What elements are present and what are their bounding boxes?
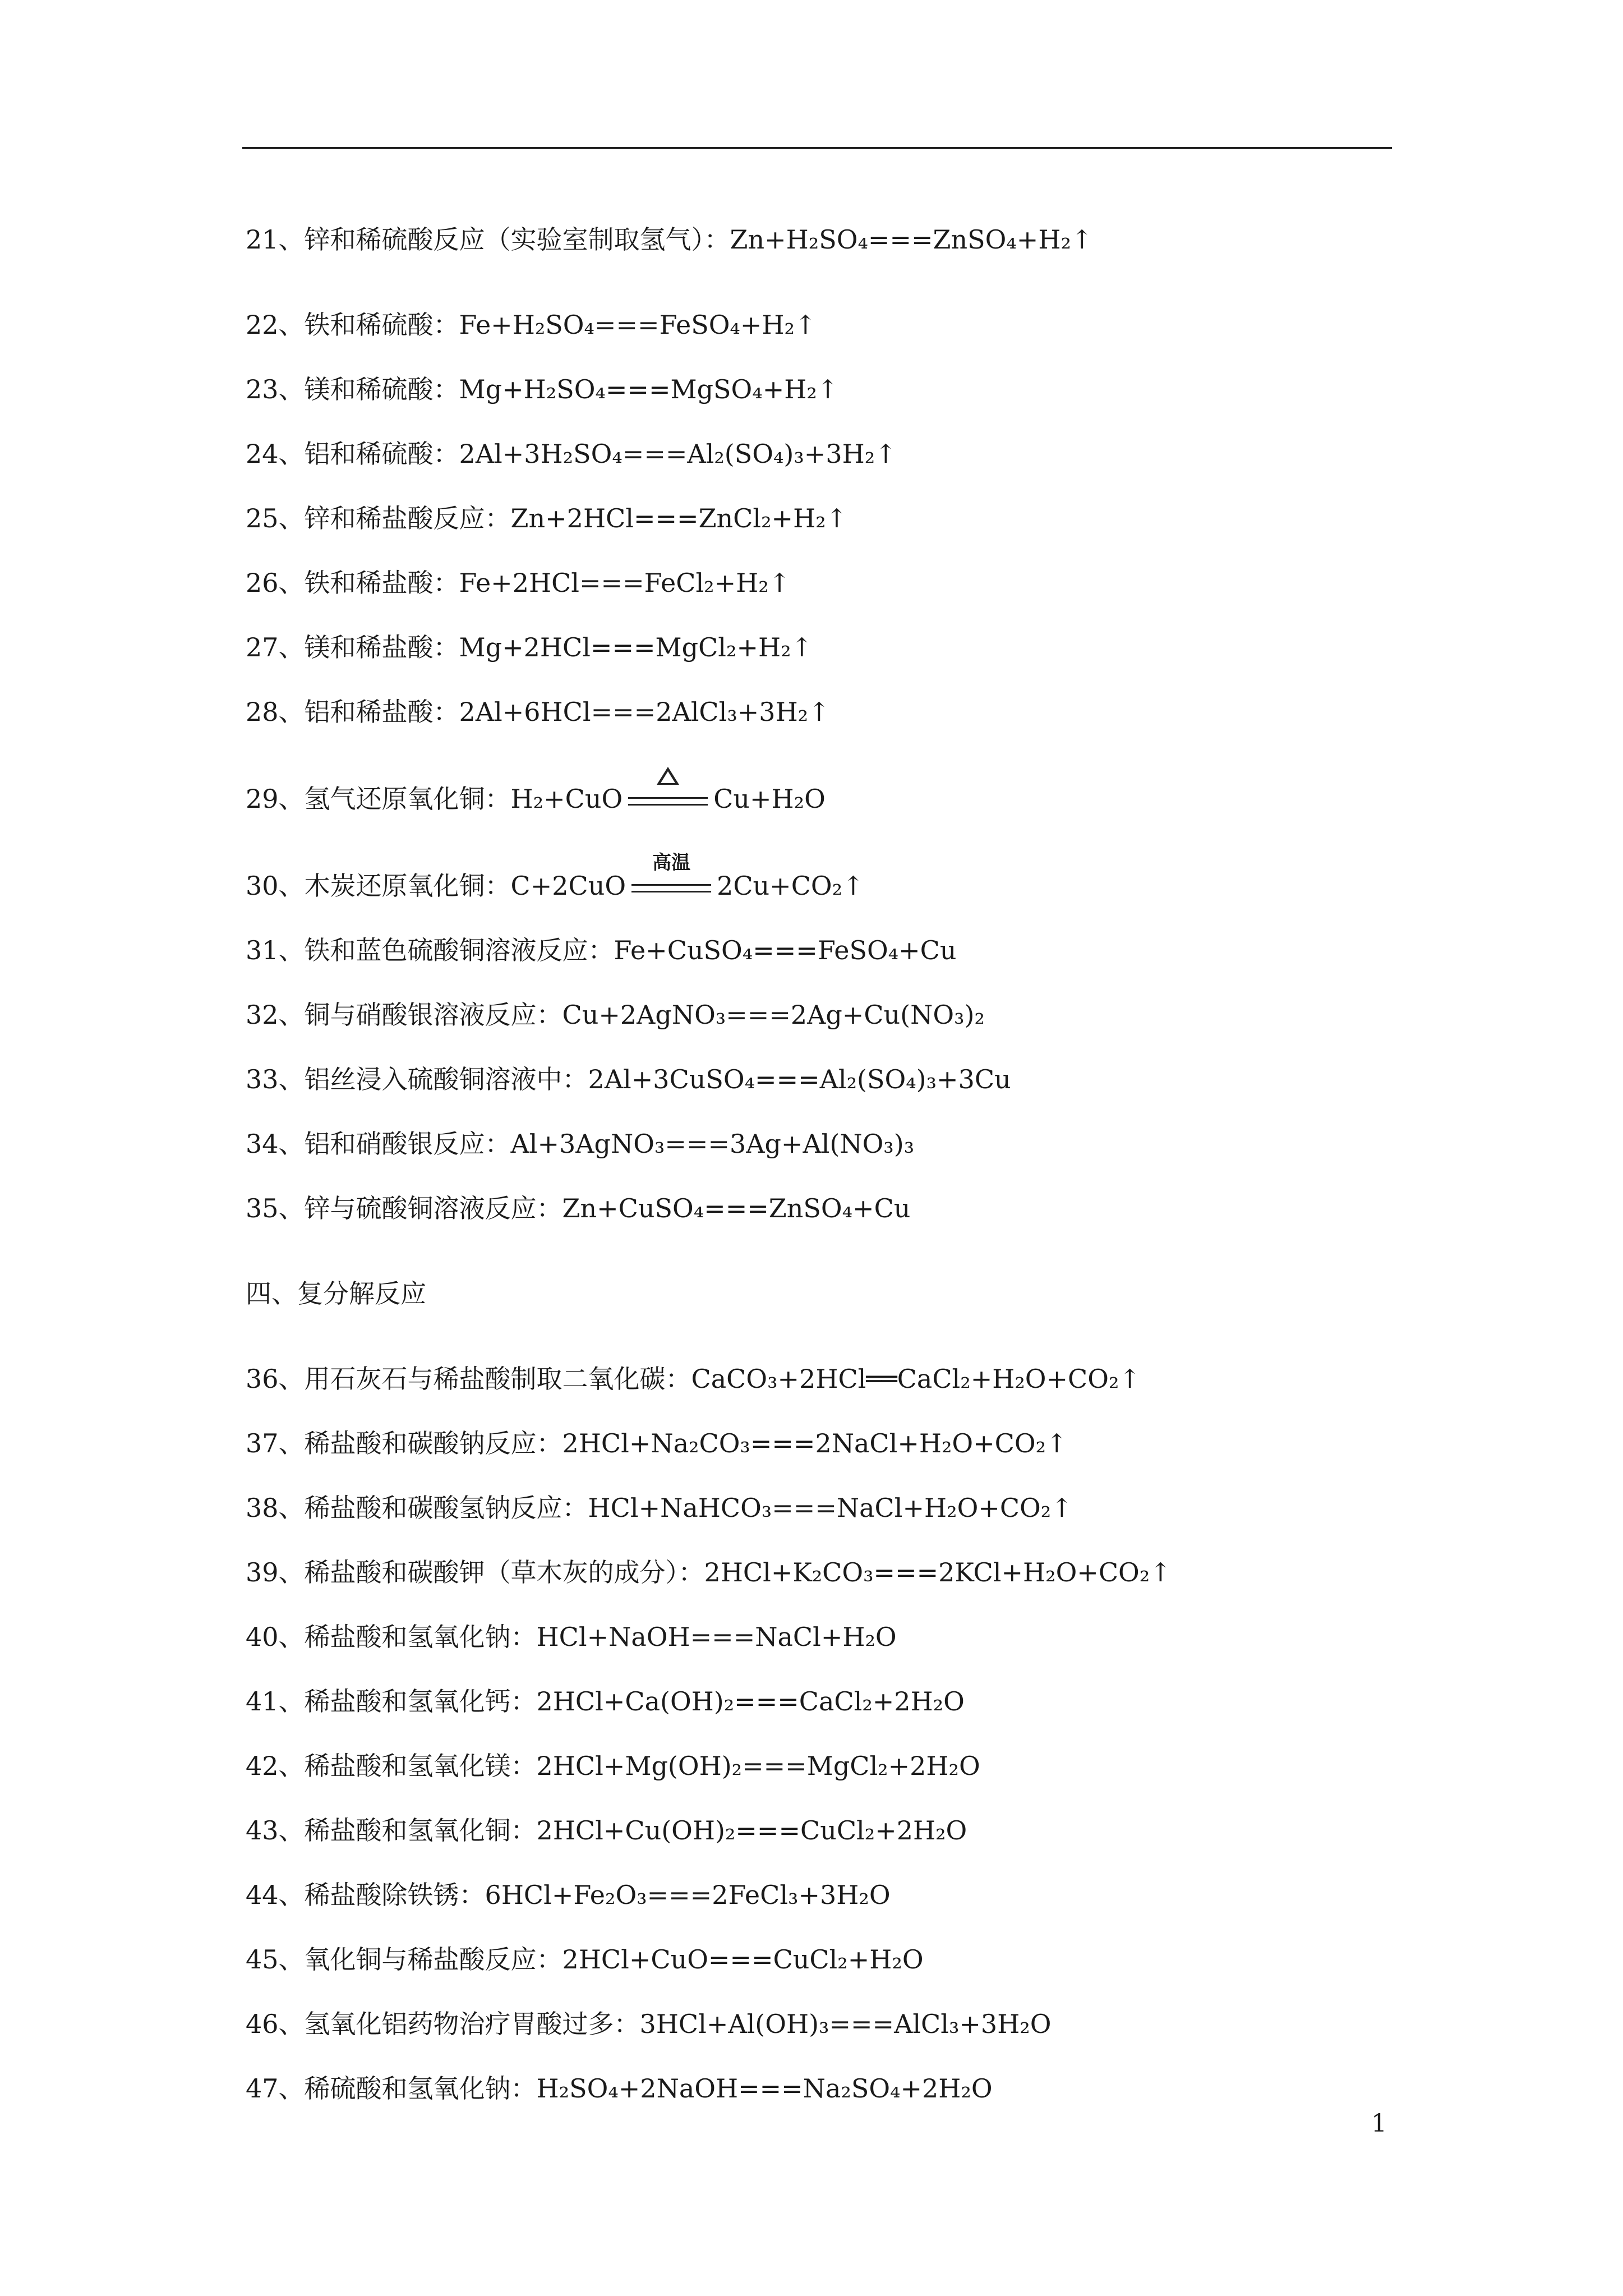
item-equation-right: Cu+H₂O	[713, 784, 826, 814]
item-equation: 2HCl+K₂CO₃===2KCl+H₂O+CO₂↑	[704, 1557, 1172, 1588]
heat-condition-sign	[626, 787, 710, 815]
item-label: 稀盐酸和氢氧化钙：	[304, 1686, 537, 1717]
item-equation: 6HCl+Fe₂O₃===2FeCl₃+3H₂O	[485, 1880, 891, 1910]
item-equation: 2Al+6HCl===2AlCl₃+3H₂↑	[459, 697, 830, 727]
equation-line	[246, 1927, 1395, 1992]
item-equation: 2Al+3CuSO₄===Al₂(SO₄)₃+3Cu	[588, 1064, 1011, 1094]
item-number: 23、	[246, 374, 305, 404]
item-number: 30、	[246, 871, 305, 901]
item-number: 32、	[246, 1000, 305, 1030]
equation-line	[246, 357, 1395, 422]
item-label: 铁和稀盐酸：	[304, 568, 459, 598]
high-temp-condition-sign	[629, 852, 713, 902]
item-equation: HCl+NaOH===NaCl+H₂O	[536, 1622, 897, 1652]
item-label: 铝和稀盐酸：	[304, 697, 459, 727]
item-label: 稀盐酸和氢氧化镁：	[304, 1751, 537, 1781]
item-number: 33、	[246, 1064, 305, 1094]
equation-line	[246, 615, 1395, 680]
item-number: 36、	[246, 1364, 305, 1394]
equation-line	[246, 1734, 1395, 1798]
heat-triangle-icon	[657, 767, 679, 785]
item-number: 24、	[246, 439, 305, 469]
item-number: 34、	[246, 1129, 305, 1159]
equation-line	[246, 551, 1395, 615]
item-number: 44、	[246, 1880, 305, 1910]
item-equation: 2Al+3H₂SO₄===Al₂(SO₄)₃+3H₂↑	[459, 439, 897, 469]
equation-line	[246, 1863, 1395, 1927]
equation-line	[246, 1112, 1395, 1176]
item-label: 铝和硝酸银反应：	[304, 1129, 511, 1159]
item-equation: H₂SO₄+2NaOH===Na₂SO₄+2H₂O	[536, 2073, 993, 2104]
item-equation: Fe+2HCl===FeCl₂+H₂↑	[459, 568, 791, 598]
item-label: 氧化铜与稀盐酸反应：	[304, 1944, 562, 1975]
item-equation: 2HCl+Ca(OH)₂===CaCl₂+2H₂O	[536, 1686, 965, 1717]
item-equation: CaCO₃+2HCl══CaCl₂+H₂O+CO₂↑	[691, 1364, 1141, 1394]
item-label: 稀盐酸和碳酸氢钠反应：	[304, 1493, 588, 1523]
equation-line	[246, 767, 1395, 831]
equation-line	[246, 1347, 1395, 1411]
equation-line	[246, 854, 1395, 918]
item-equation: 2HCl+Na₂CO₃===2NaCl+H₂O+CO₂↑	[562, 1428, 1068, 1458]
equation-line	[246, 1540, 1395, 1605]
equation-line	[246, 2056, 1395, 2121]
item-equation: Zn+CuSO₄===ZnSO₄+Cu	[562, 1193, 911, 1223]
item-equation: 2HCl+Cu(OH)₂===CuCl₂+2H₂O	[536, 1815, 967, 1846]
item-label: 氢气还原氧化铜：	[304, 784, 511, 814]
item-label: 锌和稀硫酸反应（实验室制取氢气）：	[304, 224, 730, 255]
item-equation: Zn+H₂SO₄===ZnSO₄+H₂↑	[730, 224, 1093, 255]
item-number: 25、	[246, 503, 305, 533]
equation-line	[246, 918, 1395, 983]
document-body	[246, 208, 1395, 2121]
equation-line	[246, 208, 1395, 272]
equation-line	[246, 1605, 1395, 1669]
item-label: 镁和稀硫酸：	[304, 374, 459, 404]
item-number: 35、	[246, 1193, 305, 1223]
item-label: 铁和蓝色硫酸铜溶液反应：	[304, 935, 614, 965]
equation-line	[246, 1176, 1395, 1241]
item-number: 41、	[246, 1686, 305, 1717]
equation-line	[246, 422, 1395, 486]
item-label: 稀盐酸除铁锈：	[304, 1880, 485, 1910]
item-label: 铝丝浸入硫酸铜溶液中：	[304, 1064, 588, 1094]
equation-line	[246, 1411, 1395, 1476]
item-label: 用石灰石与稀盐酸制取二氧化碳：	[304, 1364, 691, 1394]
item-number: 40、	[246, 1622, 305, 1652]
section-heading: 四、复分解反应	[246, 1278, 426, 1309]
item-number: 45、	[246, 1944, 305, 1975]
equation-line	[246, 1669, 1395, 1734]
item-label: 稀盐酸和碳酸钾（草木灰的成分）：	[304, 1557, 704, 1588]
equation-line	[246, 1047, 1395, 1112]
equation-line	[246, 486, 1395, 551]
condition-label: 高温	[652, 852, 691, 874]
item-label: 氢氧化铝药物治疗胃酸过多：	[304, 2009, 640, 2039]
equation-line	[246, 1476, 1395, 1540]
item-label: 镁和稀盐酸：	[304, 632, 459, 662]
item-equation: Zn+2HCl===ZnCl₂+H₂↑	[510, 503, 848, 533]
item-number: 29、	[246, 784, 305, 814]
item-equation: Fe+CuSO₄===FeSO₄+Cu	[614, 935, 957, 965]
item-label: 木炭还原氧化铜：	[304, 871, 511, 901]
item-number: 43、	[246, 1815, 305, 1846]
item-number: 27、	[246, 632, 305, 662]
item-number: 42、	[246, 1751, 305, 1781]
item-number: 31、	[246, 935, 305, 965]
item-number: 47、	[246, 2073, 305, 2104]
item-equation: 2HCl+Mg(OH)₂===MgCl₂+2H₂O	[536, 1751, 980, 1781]
item-equation-left: C+2CuO	[510, 871, 626, 901]
item-label: 铝和稀硫酸：	[304, 439, 459, 469]
item-number: 28、	[246, 697, 305, 727]
item-equation: Mg+H₂SO₄===MgSO₄+H₂↑	[459, 374, 839, 404]
item-equation: Mg+2HCl===MgCl₂+H₂↑	[459, 632, 813, 662]
header-rule	[242, 147, 1392, 149]
item-number: 22、	[246, 310, 305, 340]
item-equation: Al+3AgNO₃===3Ag+Al(NO₃)₃	[510, 1129, 915, 1159]
item-number: 38、	[246, 1493, 305, 1523]
item-equation: HCl+NaHCO₃===NaCl+H₂O+CO₂↑	[588, 1493, 1073, 1523]
equation-line	[246, 293, 1395, 357]
item-equation: Cu+2AgNO₃===2Ag+Cu(NO₃)₂	[562, 1000, 985, 1030]
equation-line	[246, 1798, 1395, 1863]
item-number: 21、	[246, 224, 305, 255]
item-number: 26、	[246, 568, 305, 598]
item-equation-right: 2Cu+CO₂↑	[717, 871, 864, 901]
item-label: 稀盐酸和氢氧化钠：	[304, 1622, 537, 1652]
item-equation: 2HCl+CuO===CuCl₂+H₂O	[562, 1944, 924, 1975]
item-equation: Fe+H₂SO₄===FeSO₄+H₂↑	[459, 310, 817, 340]
equation-line	[246, 680, 1395, 744]
item-equation: 3HCl+Al(OH)₃===AlCl₃+3H₂O	[639, 2009, 1052, 2039]
item-label: 稀硫酸和氢氧化钠：	[304, 2073, 537, 2104]
equation-line	[246, 1992, 1395, 2056]
item-label: 铜与硝酸银溶液反应：	[304, 1000, 562, 1030]
item-label: 稀盐酸和碳酸钠反应：	[304, 1428, 562, 1458]
item-label: 锌和稀盐酸反应：	[304, 503, 511, 533]
item-number: 46、	[246, 2009, 305, 2039]
item-equation-left: H₂+CuO	[510, 784, 623, 814]
item-label: 铁和稀硫酸：	[304, 310, 459, 340]
page-number: 1	[1371, 2109, 1387, 2138]
item-number: 37、	[246, 1428, 305, 1458]
equation-line	[246, 983, 1395, 1047]
item-label: 稀盐酸和氢氧化铜：	[304, 1815, 537, 1846]
item-number: 39、	[246, 1557, 305, 1588]
item-label: 锌与硫酸铜溶液反应：	[304, 1193, 562, 1223]
